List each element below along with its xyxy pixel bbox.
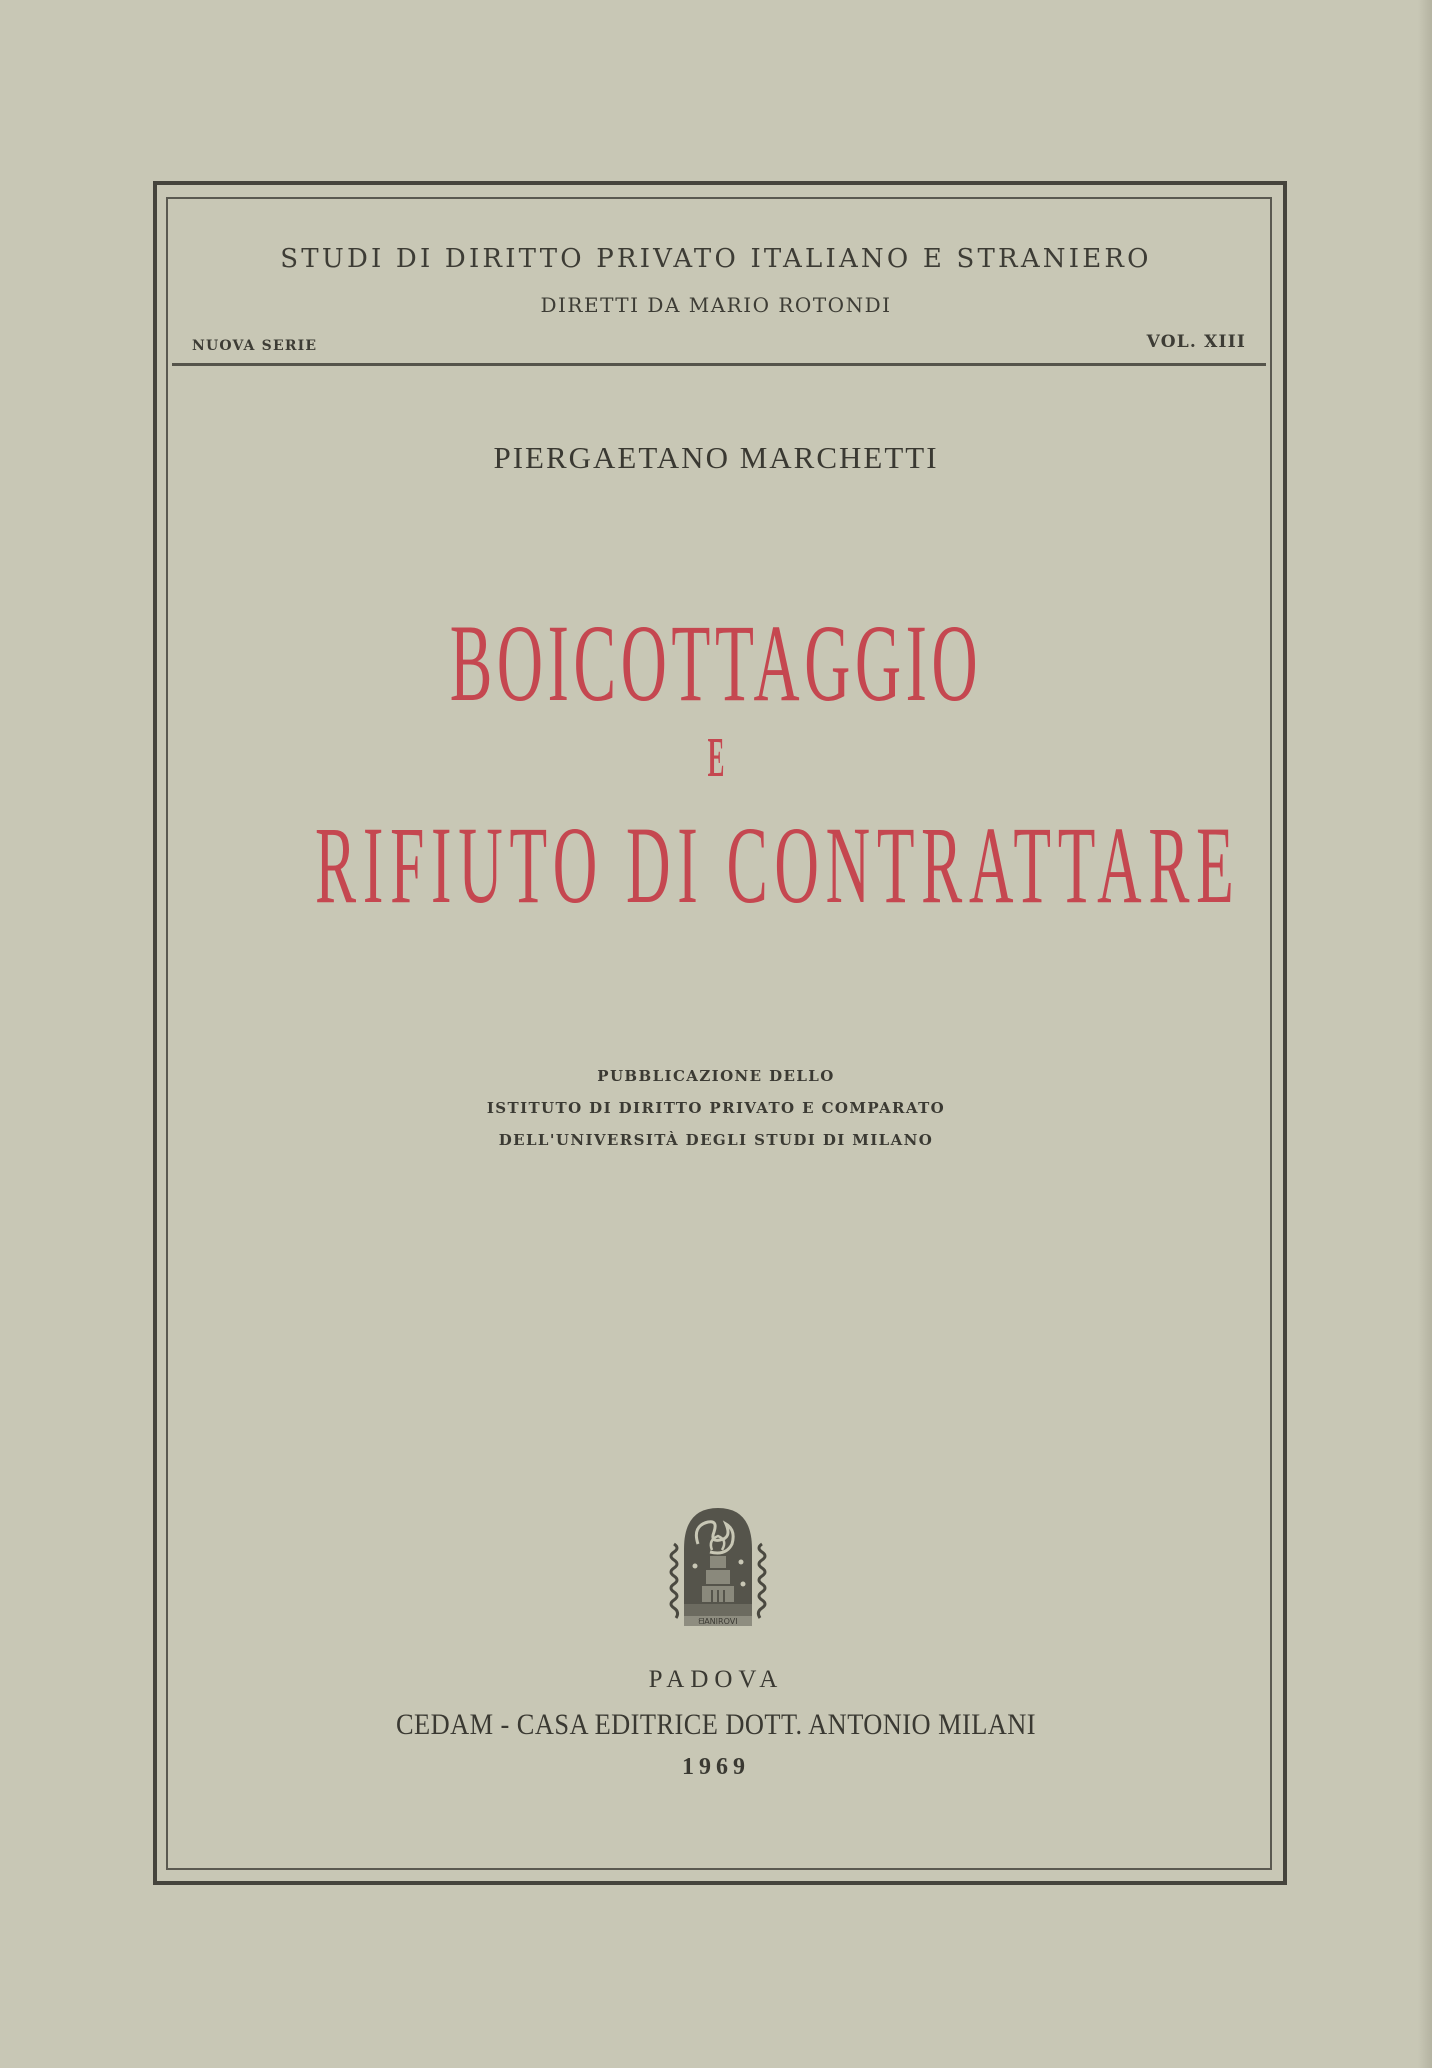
publisher-name: CEDAM - CASA EDITRICE DOTT. ANTONIO MILANI (395, 1708, 1037, 1741)
imprint-line-1: PUBBLICAZIONE DELLO (597, 1067, 835, 1085)
header-divider-rule (172, 363, 1266, 366)
book-title-conjunction: E (707, 727, 725, 789)
series-label-nuova-serie: NUOVA SERIE (192, 338, 318, 354)
publisher-emblem-icon (668, 1504, 768, 1634)
series-director: DIRETTI DA MARIO ROTONDI (540, 293, 892, 317)
author-name: PIERGAETANO MARCHETTI (493, 440, 939, 475)
series-title: STUDI DI DIRITTO PRIVATO ITALIANO E STRANIERO (280, 244, 1152, 274)
series-volume-number: VOL. XIII (1146, 332, 1246, 352)
imprint-line-3: DELL'UNIVERSITÀ DEGLI STUDI DI MILANO (498, 1131, 934, 1149)
imprint-line-2: ISTITUTO DI DIRITTO PRIVATO E COMPARATO (486, 1099, 946, 1117)
book-title-line-2: RIFIUTO DI CONTRATTARE (315, 804, 1241, 926)
publisher-city: PADOVA (648, 1666, 784, 1693)
svg-text:ᗺANIROVI: ᗺANIROVI (698, 1617, 738, 1626)
publication-year: 1969 (682, 1754, 750, 1780)
book-title-line-1: BOICOTTAGGIO (449, 602, 983, 724)
